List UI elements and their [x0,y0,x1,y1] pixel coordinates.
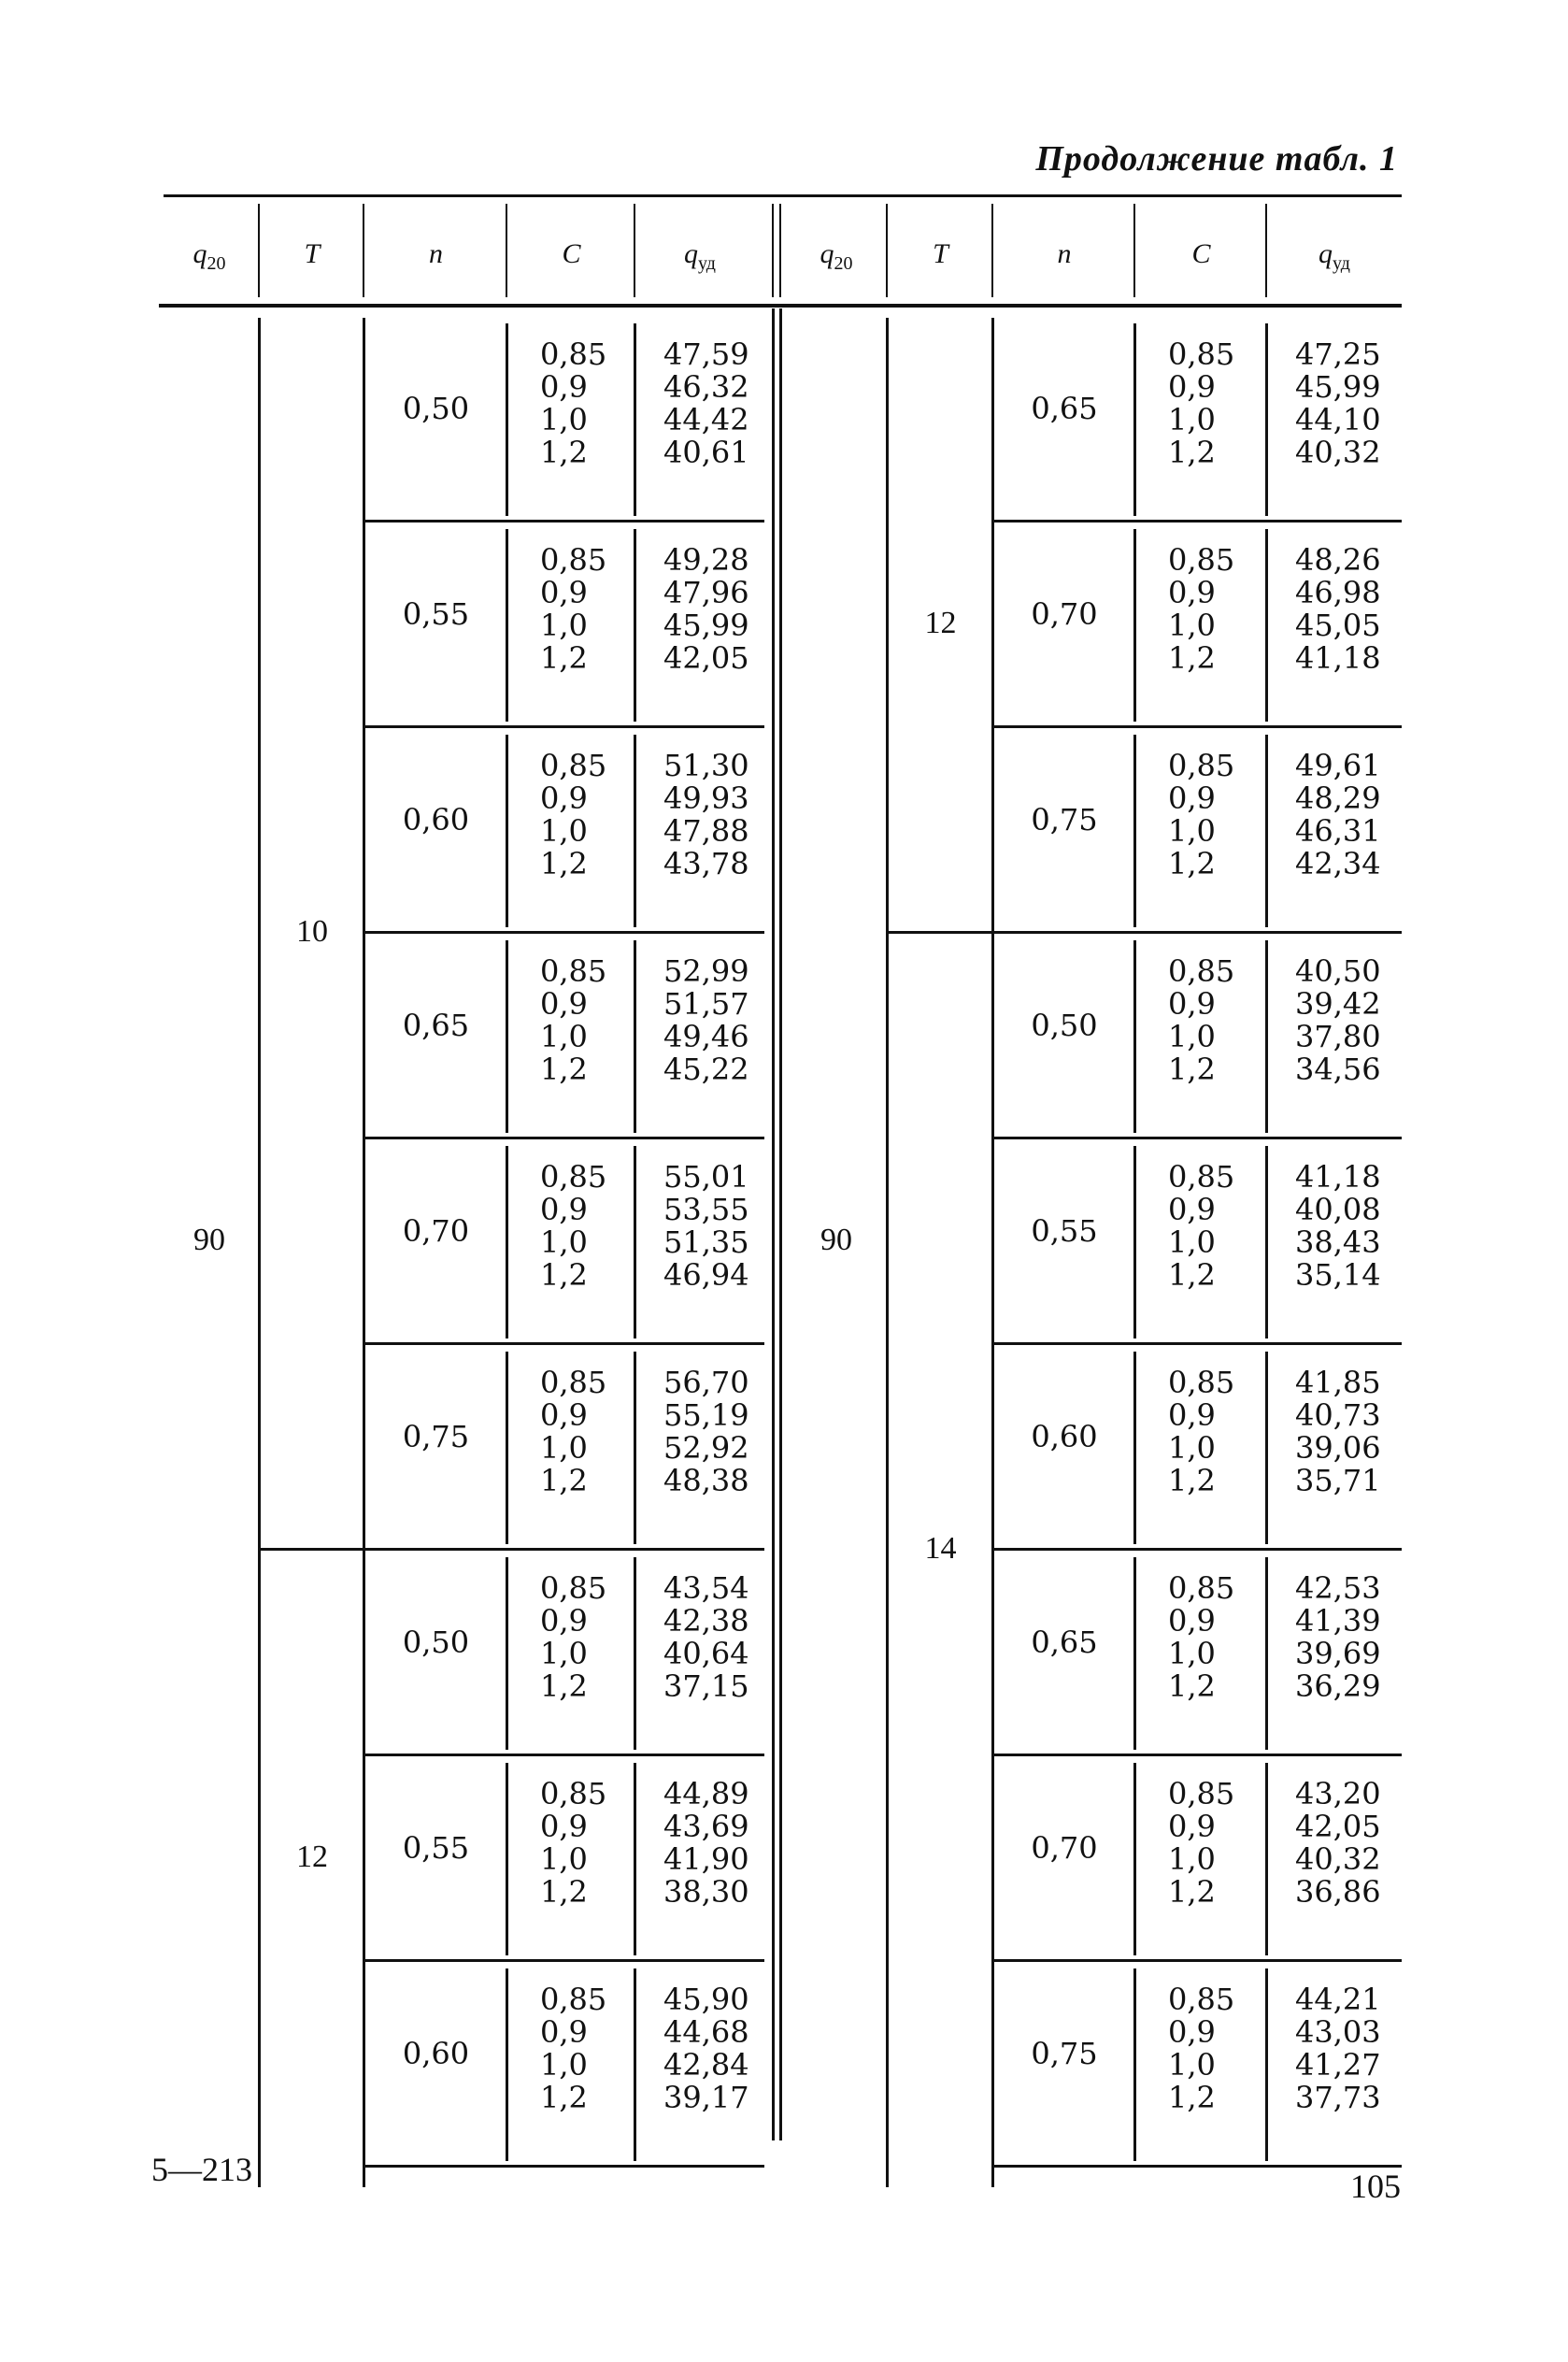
header-center-double-rule [772,204,774,297]
row-separator-rule [364,1342,764,1345]
c-values-left-1-1: 0,85 0,9 1,0 1,2 [540,1776,607,1910]
row-separator-rule [993,1548,1402,1551]
column-rule-C [1133,1146,1136,1338]
header-qud-left [635,238,764,275]
column-rule-qud [634,1763,636,1955]
header-n-left: n [429,238,443,269]
header-C-left: C [562,238,581,269]
c-values-left-0-4: 0,85 0,9 1,0 1,2 [540,1159,607,1293]
c-values-right-0-2: 0,85 0,9 1,0 1,2 [1168,748,1235,881]
row-separator-rule [364,1137,764,1139]
c-values-left-0-2: 0,85 0,9 1,0 1,2 [540,748,607,881]
n-value-right-1-2: 0,60 [1031,1419,1098,1454]
header-qud-right [1267,238,1402,275]
n-value-left-0-4: 0,70 [402,1213,470,1249]
header-q20-symbol: q [820,238,834,269]
column-rule-qud [634,1968,636,2161]
n-value-left-0-1: 0,55 [402,596,470,632]
column-rule-qud [1265,1968,1268,2161]
row-separator-rule [993,1342,1402,1345]
n-value-right-1-3: 0,65 [1031,1625,1098,1660]
header-q20-symbol: q [192,238,207,269]
n-value-left-1-0: 0,50 [402,1625,470,1660]
c-values-left-0-3: 0,85 0,9 1,0 1,2 [540,953,607,1087]
column-rule-C [1133,735,1136,927]
group-separator-rule [260,1548,764,1551]
c-values-left-0-5: 0,85 0,9 1,0 1,2 [540,1365,607,1498]
header-n-right: n [1057,238,1072,269]
row-separator-rule [993,1754,1402,1756]
c-values-right-0-1: 0,85 0,9 1,0 1,2 [1168,542,1235,676]
qud-values-left-0-1: 49,28 47,96 45,99 42,05 [663,542,749,676]
column-rule-C [506,735,508,927]
column-rule-T [886,318,889,2187]
c-values-right-0-0: 0,85 0,9 1,0 1,2 [1168,336,1235,470]
c-values-right-1-1: 0,85 0,9 1,0 1,2 [1168,1159,1235,1293]
column-rule-qud [1265,735,1268,927]
header-column-rule [634,204,635,297]
header-T-left: T [304,238,321,269]
column-rule-qud [634,529,636,722]
header-column-rule [1133,204,1135,297]
row-separator-rule [993,1137,1402,1139]
header-column-rule [1265,204,1267,297]
row-separator-rule [364,725,764,728]
table-top-rule [164,194,1402,197]
column-rule-qud [1265,1763,1268,1955]
row-separator-rule [364,1754,764,1756]
column-rule-C [1133,529,1136,722]
column-rule-C [1133,1557,1136,1750]
qud-values-left-1-1: 44,89 43,69 41,90 38,30 [663,1776,749,1910]
column-rule-qud [634,1557,636,1750]
qud-values-right-1-4: 43,20 42,05 40,32 36,86 [1295,1776,1381,1910]
group-separator-rule [888,931,1402,934]
c-values-right-1-2: 0,85 0,9 1,0 1,2 [1168,1365,1235,1498]
column-rule-qud [634,735,636,927]
column-rule-C [506,529,508,722]
column-rule-qud [1265,1146,1268,1338]
column-rule-C [506,1968,508,2161]
n-value-left-1-2: 0,60 [402,2036,470,2071]
n-value-right-0-2: 0,75 [1031,802,1098,837]
column-rule-C [506,1763,508,1955]
header-column-rule [363,204,364,297]
qud-values-right-1-0: 40,50 39,42 37,80 34,56 [1295,953,1381,1087]
qud-values-left-1-2: 45,90 44,68 42,84 39,17 [663,1982,749,2115]
table-bottom-rule [993,2165,1402,2168]
n-value-right-1-5: 0,75 [1031,2036,1098,2071]
n-value-right-1-1: 0,55 [1031,1213,1098,1249]
header-qud-subscript: уд [698,253,716,274]
qud-values-right-0-1: 48,26 46,98 45,05 41,18 [1295,542,1381,676]
column-rule-T [258,318,261,2187]
n-value-left-0-2: 0,60 [402,802,470,837]
qud-values-right-0-0: 47,25 45,99 44,10 40,32 [1295,336,1381,470]
column-rule-C [506,1146,508,1338]
column-rule-qud [634,1352,636,1544]
row-separator-rule [993,520,1402,523]
q20-value-right: 90 [820,1223,852,1257]
n-value-right-0-0: 0,65 [1031,391,1098,426]
n-value-left-0-3: 0,65 [402,1008,470,1043]
header-column-rule [991,204,993,297]
header-q20-right [785,238,888,275]
T-value-right-1: 14 [924,1531,957,1566]
q20-value-left: 90 [193,1223,225,1257]
column-rule-C [1133,1968,1136,2161]
c-values-left-1-2: 0,85 0,9 1,0 1,2 [540,1982,607,2115]
qud-values-right-1-5: 44,21 43,03 41,27 37,73 [1295,1982,1381,2115]
T-value-right-0: 12 [924,606,957,640]
n-value-left-1-1: 0,55 [402,1830,470,1866]
qud-values-left-0-5: 56,70 55,19 52,92 48,38 [663,1365,749,1498]
qud-values-right-1-1: 41,18 40,08 38,43 35,14 [1295,1159,1381,1293]
c-values-left-0-0: 0,85 0,9 1,0 1,2 [540,336,607,470]
column-rule-qud [1265,529,1268,722]
qud-values-left-0-2: 51,30 49,93 47,88 43,78 [663,748,749,881]
qud-values-left-0-4: 55,01 53,55 51,35 46,94 [663,1159,749,1293]
column-rule-C [506,323,508,516]
row-separator-rule [364,931,764,934]
row-separator-rule [364,1959,764,1962]
n-value-right-1-0: 0,50 [1031,1008,1098,1043]
header-center-double-rule [779,204,781,297]
column-rule-C [1133,1352,1136,1544]
column-rule-qud [1265,323,1268,516]
footer-signature-mark: 5—213 [151,2151,252,2188]
row-separator-rule [993,1959,1402,1962]
column-rule-qud [634,940,636,1133]
qud-values-right-1-3: 42,53 41,39 39,69 36,29 [1295,1570,1381,1704]
qud-values-left-0-3: 52,99 51,57 49,46 45,22 [663,953,749,1087]
column-rule-C [506,940,508,1133]
qud-values-left-1-0: 43,54 42,38 40,64 37,15 [663,1570,749,1704]
n-value-left-0-0: 0,50 [402,391,470,426]
qud-values-right-1-2: 41,85 40,73 39,06 35,71 [1295,1365,1381,1498]
header-q20-left [159,238,260,275]
page-number: 105 [1350,2168,1401,2205]
column-rule-C [506,1352,508,1544]
header-bottom-rule [159,304,1402,308]
row-separator-rule [364,520,764,523]
column-rule-qud [1265,1352,1268,1544]
table-continuation-caption: Продолжение табл. 1 [1035,139,1398,179]
header-column-rule [886,204,888,297]
header-column-rule [258,204,260,297]
T-value-left-1: 12 [296,1839,328,1874]
column-rule-qud [634,1146,636,1338]
c-values-right-1-0: 0,85 0,9 1,0 1,2 [1168,953,1235,1087]
header-qud-subscript: уд [1333,253,1350,274]
header-qud-symbol: q [1319,238,1333,269]
table-bottom-rule [364,2165,764,2168]
c-values-right-1-4: 0,85 0,9 1,0 1,2 [1168,1776,1235,1910]
row-separator-rule [993,725,1402,728]
column-rule-C [1133,940,1136,1133]
header-q20-subscript: 20 [834,253,853,274]
column-rule-C [1133,323,1136,516]
c-values-right-1-5: 0,85 0,9 1,0 1,2 [1168,1982,1235,2115]
qud-values-right-0-2: 49,61 48,29 46,31 42,34 [1295,748,1381,881]
n-value-left-0-5: 0,75 [402,1419,470,1454]
qud-values-left-0-0: 47,59 46,32 44,42 40,61 [663,336,749,470]
n-value-right-0-1: 0,70 [1031,596,1098,632]
c-values-left-0-1: 0,85 0,9 1,0 1,2 [540,542,607,676]
column-rule-qud [1265,1557,1268,1750]
n-value-right-1-4: 0,70 [1031,1830,1098,1866]
column-rule-C [1133,1763,1136,1955]
column-rule-qud [1265,940,1268,1133]
c-values-right-1-3: 0,85 0,9 1,0 1,2 [1168,1570,1235,1704]
center-double-rule [779,308,782,2140]
column-rule-C [506,1557,508,1750]
header-T-right: T [933,238,948,269]
center-double-rule [772,308,775,2140]
T-value-left-0: 10 [296,914,328,949]
header-column-rule [506,204,507,297]
c-values-left-1-0: 0,85 0,9 1,0 1,2 [540,1570,607,1704]
header-qud-symbol: q [684,238,699,269]
header-q20-subscript: 20 [207,253,226,274]
column-rule-qud [634,323,636,516]
header-C-right: C [1191,238,1211,269]
